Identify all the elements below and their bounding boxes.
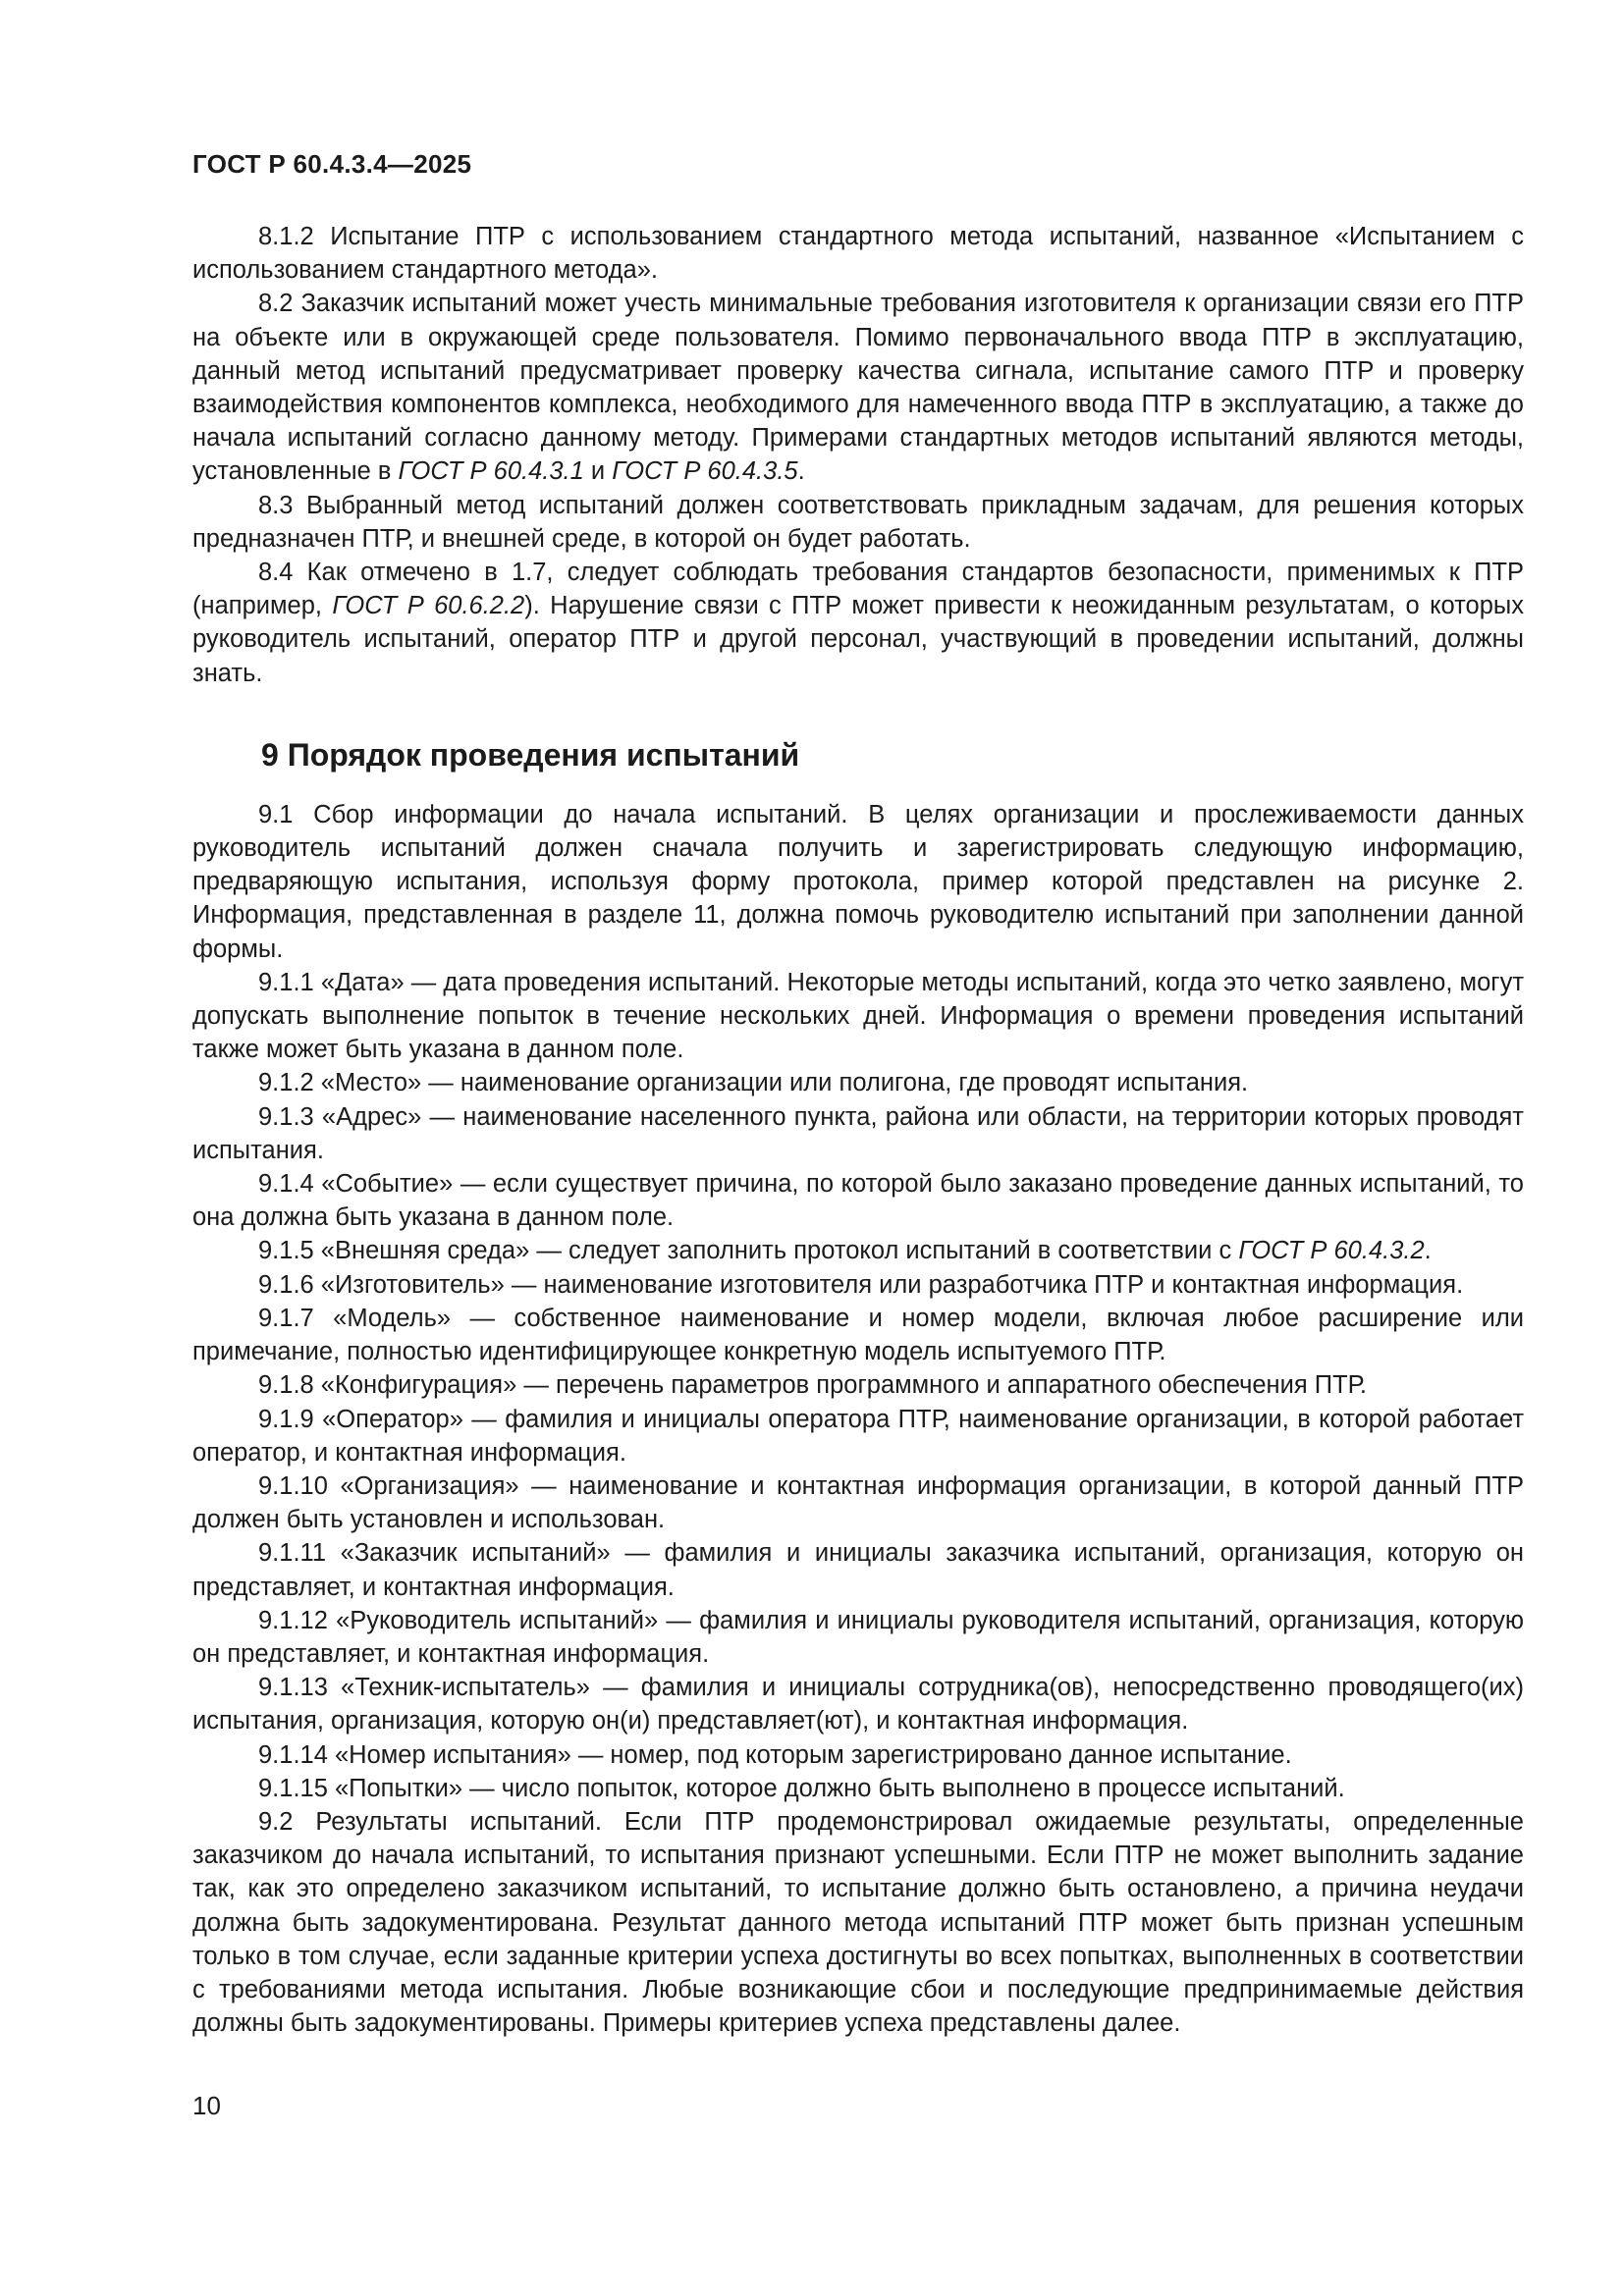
paragraph-9-1-11: 9.1.11 «Заказчик испытаний» — фамилия и инициалы заказчика испытаний, организация, которую он представляет, и контактная информация. [192, 1539, 1524, 1601]
document-code-header: ГОСТ Р 60.4.3.4—2025 [192, 149, 472, 179]
paragraph-9-1-8: 9.1.8 «Конфигурация» — перечень параметров программного и аппаратного обеспечения ПТР. [258, 1371, 1367, 1400]
paragraph-9-2: 9.2 Результаты испытаний. Если ПТР продемонстрировал ожидаемые результаты, определенные заказчиком до начала испытаний, то испытания признают успешными. Если ПТР не может выполнить задание так, как это определено заказчиком испытаний, то испытание должно быть остановлено, а причина неудачи должна быть задокументирована. Результат данного метода испытаний ПТР может быть признан успешным только в том случае, если заданные критерии успеха достигнуты во всех попытках, выполненных в соответствии с требованиями метода испытания. Любые возникающие сбои и последующие предпринимаемые действия должны быть задокументированы. Примеры критериев успеха представлены далее. [192, 1807, 1524, 2038]
paragraph-8-4: 8.4 Как отмечено в 1.7, следует соблюдать требования стандартов безопасности, применимых к ПТР (например, ГОСТ Р 60.6.2.2). Нарушение связи с ПТР может привести к неожиданным результатам, о которых руководитель испытаний, оператор ПТР и другой персонал, участвующий в проведении испытаний, должны знать. [192, 559, 1524, 687]
paragraph-9-1-9: 9.1.9 «Оператор» — фамилия и инициалы оператора ПТР, наименование организации, в которой работает оператор, и контактная информация. [192, 1405, 1524, 1467]
paragraph-9-1-2: 9.1.2 «Место» — наименование организации или полигона, где проводят испытания. [258, 1069, 1249, 1097]
paragraph-9-1: 9.1 Сбор информации до начала испытаний. В целях организации и прослеживаемости данных руководитель испытаний должен сначала получить и зарегистрировать следующую информацию, предваряющую испытания, используя форму протокола, пример которой представлен на рисунке 2. Информация, представленная в разделе 11, должна помочь руководителю испытаний при заполнении данной формы. [192, 800, 1524, 963]
paragraph-9-1-12: 9.1.12 «Руководитель испытаний» — фамилия и инициалы руководителя испытаний, организация, которую он представляет, и контактная информация. [192, 1606, 1524, 1668]
paragraph-8-3: 8.3 Выбранный метод испытаний должен соответствовать прикладным задачам, для решения которых предназначен ПТР, и внешней среде, в которой он будет работать. [192, 491, 1524, 553]
standard-reference: ГОСТ Р 60.6.2.2 [332, 592, 525, 620]
section-9-heading: 9 Порядок проведения испытаний [261, 736, 800, 773]
standard-reference: ГОСТ Р 60.4.3.5 [612, 457, 798, 486]
page-body [192, 220, 1524, 2040]
paragraph-9-1-14: 9.1.14 «Номер испытания» — номер, под которым зарегистрировано данное испытание. [258, 1740, 1292, 1769]
paragraph-8-2: 8.2 Заказчик испытаний может учесть минимальные требования изготовителя к организации связи его ПТР на объекте или в окружающей среде пользователя. Помимо первоначального ввода ПТР в эксплуатацию, данный метод испытаний предусматривает проверку качества сигнала, испытание самого ПТР и проверку взаимодействия компонентов комплекса, необходимого для намеченного ввода ПТР в эксплуатацию, а также до начала испытаний согласно данному методу. Примерами стандартных методов испытаний являются методы, установленные в ГОСТ Р 60.4.3.1 и ГОСТ Р 60.4.3.5. [192, 290, 1524, 486]
standard-reference: ГОСТ Р 60.4.3.2 [1238, 1237, 1425, 1265]
paragraph-9-1-7: 9.1.7 «Модель» — собственное наименование и номер модели, включая любое расширение или примечание, полностью идентифицирующее конкретную модель испытуемого ПТР. [192, 1304, 1524, 1366]
paragraph-9-1-6: 9.1.6 «Изготовитель» — наименование изготовителя или разработчика ПТР и контактная информация. [258, 1270, 1464, 1299]
standard-reference: ГОСТ Р 60.4.3.1 [398, 457, 584, 486]
paragraph-9-1-4: 9.1.4 «Событие» — если существует причина, по которой было заказано проведение данных испытаний, то она должна быть указана в данном поле. [192, 1170, 1524, 1232]
paragraph-9-1-5: 9.1.5 «Внешняя среда» — следует заполнить протокол испытаний в соответствии с ГОСТ Р 60.4.3.2. [258, 1237, 1432, 1265]
paragraph-9-1-10: 9.1.10 «Организация» — наименование и контактная информация организации, в которой данный ПТР должен быть установлен и использован. [192, 1471, 1524, 1534]
paragraph-9-1-3: 9.1.3 «Адрес» — наименование населенного пункта, района или области, на территории которых проводят испытания. [192, 1102, 1524, 1164]
page-number: 10 [192, 2091, 221, 2120]
paragraph-9-1-15: 9.1.15 «Попытки» — число попыток, которое должно быть выполнено в процессе испытаний. [258, 1774, 1345, 1802]
paragraph-9-1-13: 9.1.13 «Техник-испытатель» — фамилия и инициалы сотрудника(ов), непосредственно проводящего(их) испытания, организация, которую он(и) представляет(ют), и контактная информация. [192, 1674, 1524, 1735]
paragraph-8-1-2: 8.1.2 Испытание ПТР с использованием стандартного метода испытаний, названное «Испытанием с использованием стандартного метода». [192, 223, 1524, 285]
paragraph-9-1-1: 9.1.1 «Дата» — дата проведения испытаний. Некоторые методы испытаний, когда это четко заявлено, могут допускать выполнение попыток в течение нескольких дней. Информация о времени проведения испытаний также может быть указана в данном поле. [192, 968, 1524, 1064]
